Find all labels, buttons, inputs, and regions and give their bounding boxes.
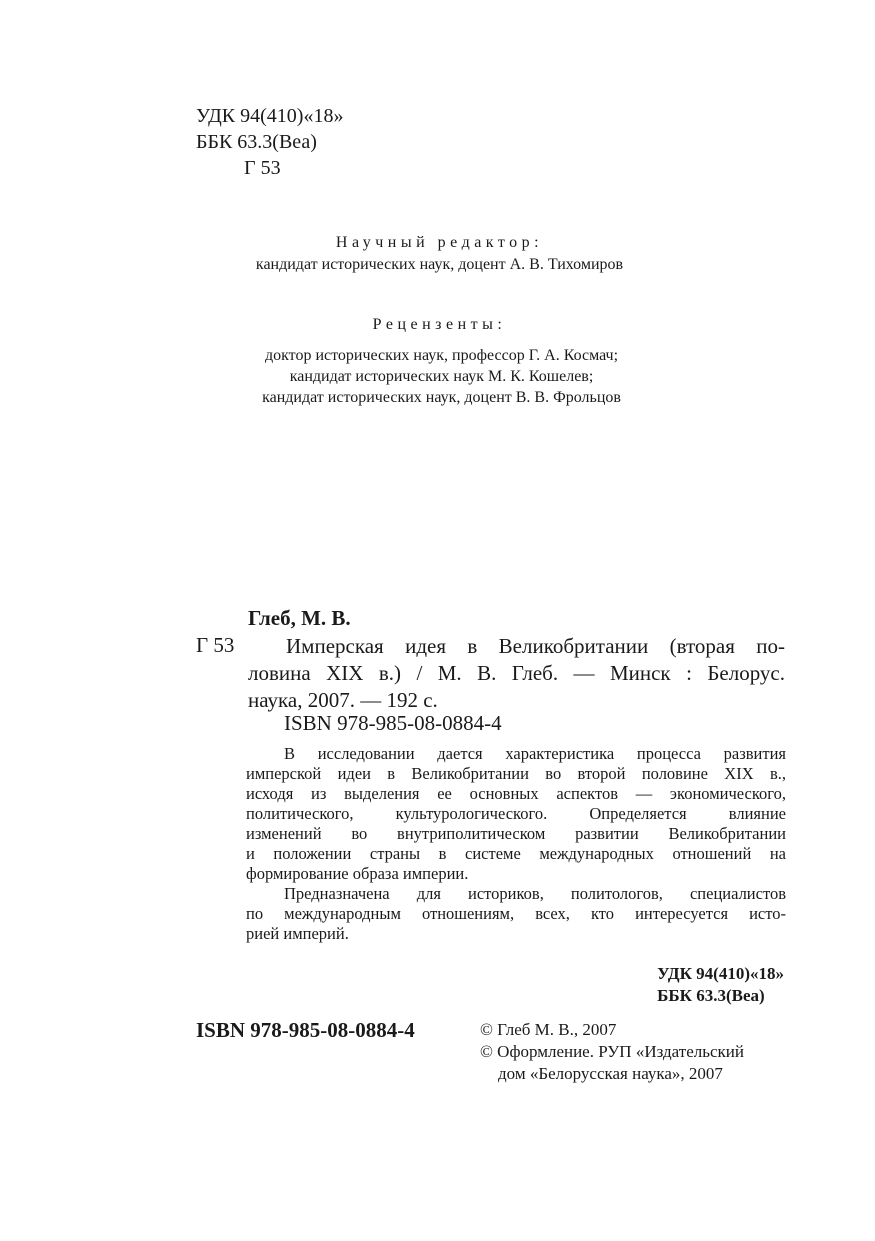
annotation-line: В исследовании дается характеристика процесса развития bbox=[284, 744, 786, 763]
editor-name: кандидат исторических наук, доцент А. В. Тихомиров bbox=[255, 256, 624, 273]
reviewer-item: доктор исторических наук, профессор Г. А. Космач; bbox=[264, 347, 619, 364]
catalog-description-cont bbox=[248, 660, 785, 714]
catalog-isbn: ISBN 978-985-08-0884-4 bbox=[284, 711, 502, 735]
footer-bbk: ББК 63.3(Веа) bbox=[657, 986, 765, 1005]
annotation-line: и положении страны в системе международных отношений на bbox=[246, 844, 786, 863]
annotation-line: исходя из выделения ее основных аспектов — экономического, bbox=[246, 784, 786, 803]
footer-isbn: ISBN 978-985-08-0884-4 bbox=[196, 1018, 415, 1042]
catalog-line: ловина XIX в.) / М. В. Глеб. — Минск : Белорус. bbox=[248, 661, 785, 685]
annotation bbox=[246, 744, 786, 944]
catalog-index: Г 53 bbox=[196, 633, 235, 657]
annotation-line: изменений во внутриполитическом развитии Великобритании bbox=[246, 824, 786, 843]
udk-code: УДК 94(410)«18» bbox=[196, 105, 344, 127]
catalog-description bbox=[286, 633, 785, 660]
bbk-code: ББК 63.3(Веа) bbox=[196, 131, 317, 153]
editor-heading: Научный редактор: bbox=[335, 234, 544, 251]
reviewers-heading: Рецензенты: bbox=[372, 316, 507, 333]
footer-udk: УДК 94(410)«18» bbox=[657, 964, 784, 983]
annotation-line: имперской идеи в Великобритании во второй половине XIX в., bbox=[246, 764, 786, 783]
reviewer-item: кандидат исторических наук, доцент В. В. Фрольцов bbox=[262, 389, 621, 406]
copyright-block bbox=[480, 1019, 744, 1085]
footer-classification bbox=[657, 963, 784, 1007]
annotation-line: по международным отношениям, всех, кто интересуется исто- bbox=[246, 904, 786, 923]
author-sign: Г 53 bbox=[244, 157, 281, 179]
reviewer-item: кандидат исторических наук М. К. Кошелев; bbox=[289, 368, 594, 385]
copyright-author: © Глеб М. В., 2007 bbox=[480, 1020, 617, 1039]
annotation-line: политического, культурологического. Определяется влияние bbox=[246, 804, 786, 823]
catalog-line: Имперская идея в Великобритании (вторая по- bbox=[286, 634, 785, 658]
catalog-author: Глеб, М. В. bbox=[248, 606, 351, 630]
catalog-line: наука, 2007. — 192 с. bbox=[248, 688, 438, 712]
annotation-line: Предназначена для историков, политологов, специалистов bbox=[284, 884, 786, 903]
annotation-line: рией империй. bbox=[246, 924, 349, 943]
annotation-line: формирование образа империи. bbox=[246, 864, 469, 883]
copyright-design-cont: дом «Белорусская наука», 2007 bbox=[498, 1064, 723, 1083]
copyright-design: © Оформление. РУП «Издательский bbox=[480, 1042, 744, 1061]
